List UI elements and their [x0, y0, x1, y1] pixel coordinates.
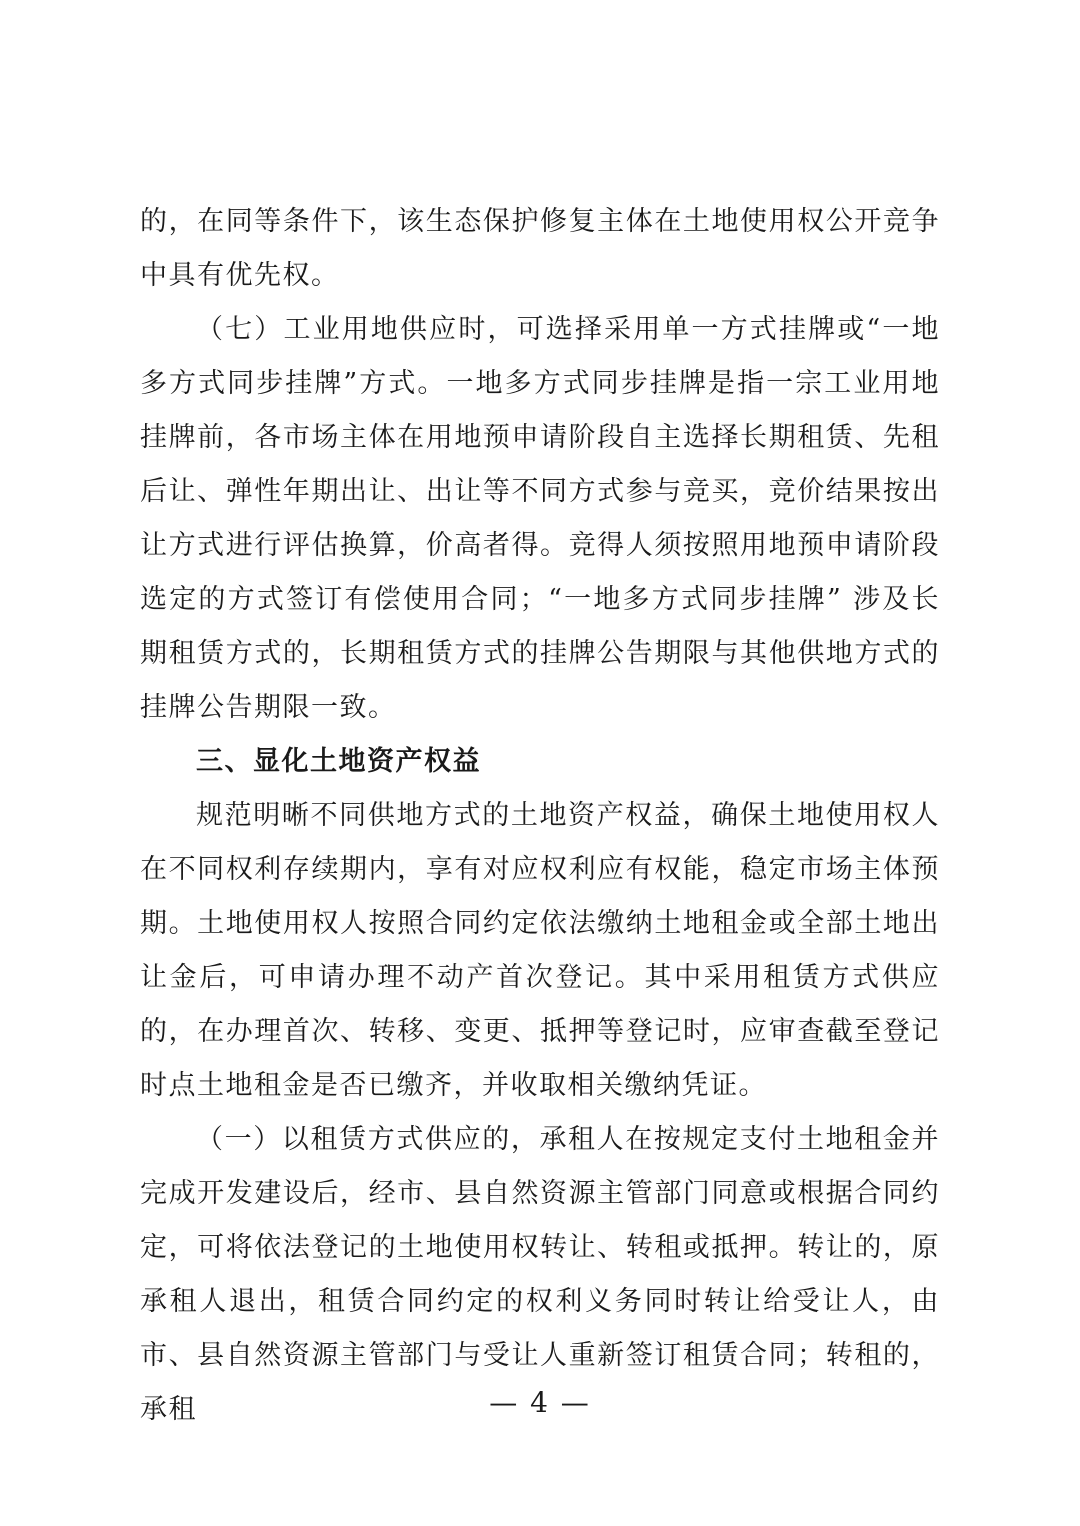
paragraph-item-one: （一）以租赁方式供应的，承租人在按规定支付土地租金并完成开发建设后，经市、县自然资源主管部门同意或根据合同约定，可将依法登记的土地使用权转让、转租或抵押。转让的，原承租人退出，租赁合同约定的权利义务同时转让给受让人，由市、县自然资源主管部门与受让人重新签订租赁合同；转租的，承租 [140, 1124, 940, 1425]
paragraph-item-seven: （七）工业用地供应时，可选择采用单一方式挂牌或“一地多方式同步挂牌”方式。一地多方式同步挂牌是指一宗工业用地挂牌前，各市场主体在用地预申请阶段自主选择长期租赁、先租后让、弹性年期出让、出让等不同方式参与竞买，竞价结果按出让方式进行评估换算，价高者得。竞得人须按照用地预申请阶段选定的方式签订有偿使用合同；“一地多方式同步挂牌” 涉及长期租赁方式的，长期租赁方式的挂牌公告期限与其他供地方式的挂牌公告期限一致。 [140, 314, 940, 723]
document-body [140, 195, 940, 1437]
paragraph-section-intro: 规范明晰不同供地方式的土地资产权益，确保土地使用权人在不同权利存续期内，享有对应权利应有权能，稳定市场主体预期。土地使用权人按照合同约定依法缴纳土地租金或全部土地出让金后，可申请办理不动产首次登记。其中采用租赁方式供应的，在办理首次、转移、变更、抵押等登记时，应审查截至登记时点土地租金是否已缴齐，并收取相关缴纳凭证。 [140, 800, 940, 1101]
paragraph-continuation: 的，在同等条件下，该生态保护修复主体在土地使用权公开竞争中具有优先权。 [140, 206, 940, 291]
section-heading: 三、显化土地资产权益 [196, 746, 481, 777]
page-number: — 4 — [489, 1386, 591, 1419]
